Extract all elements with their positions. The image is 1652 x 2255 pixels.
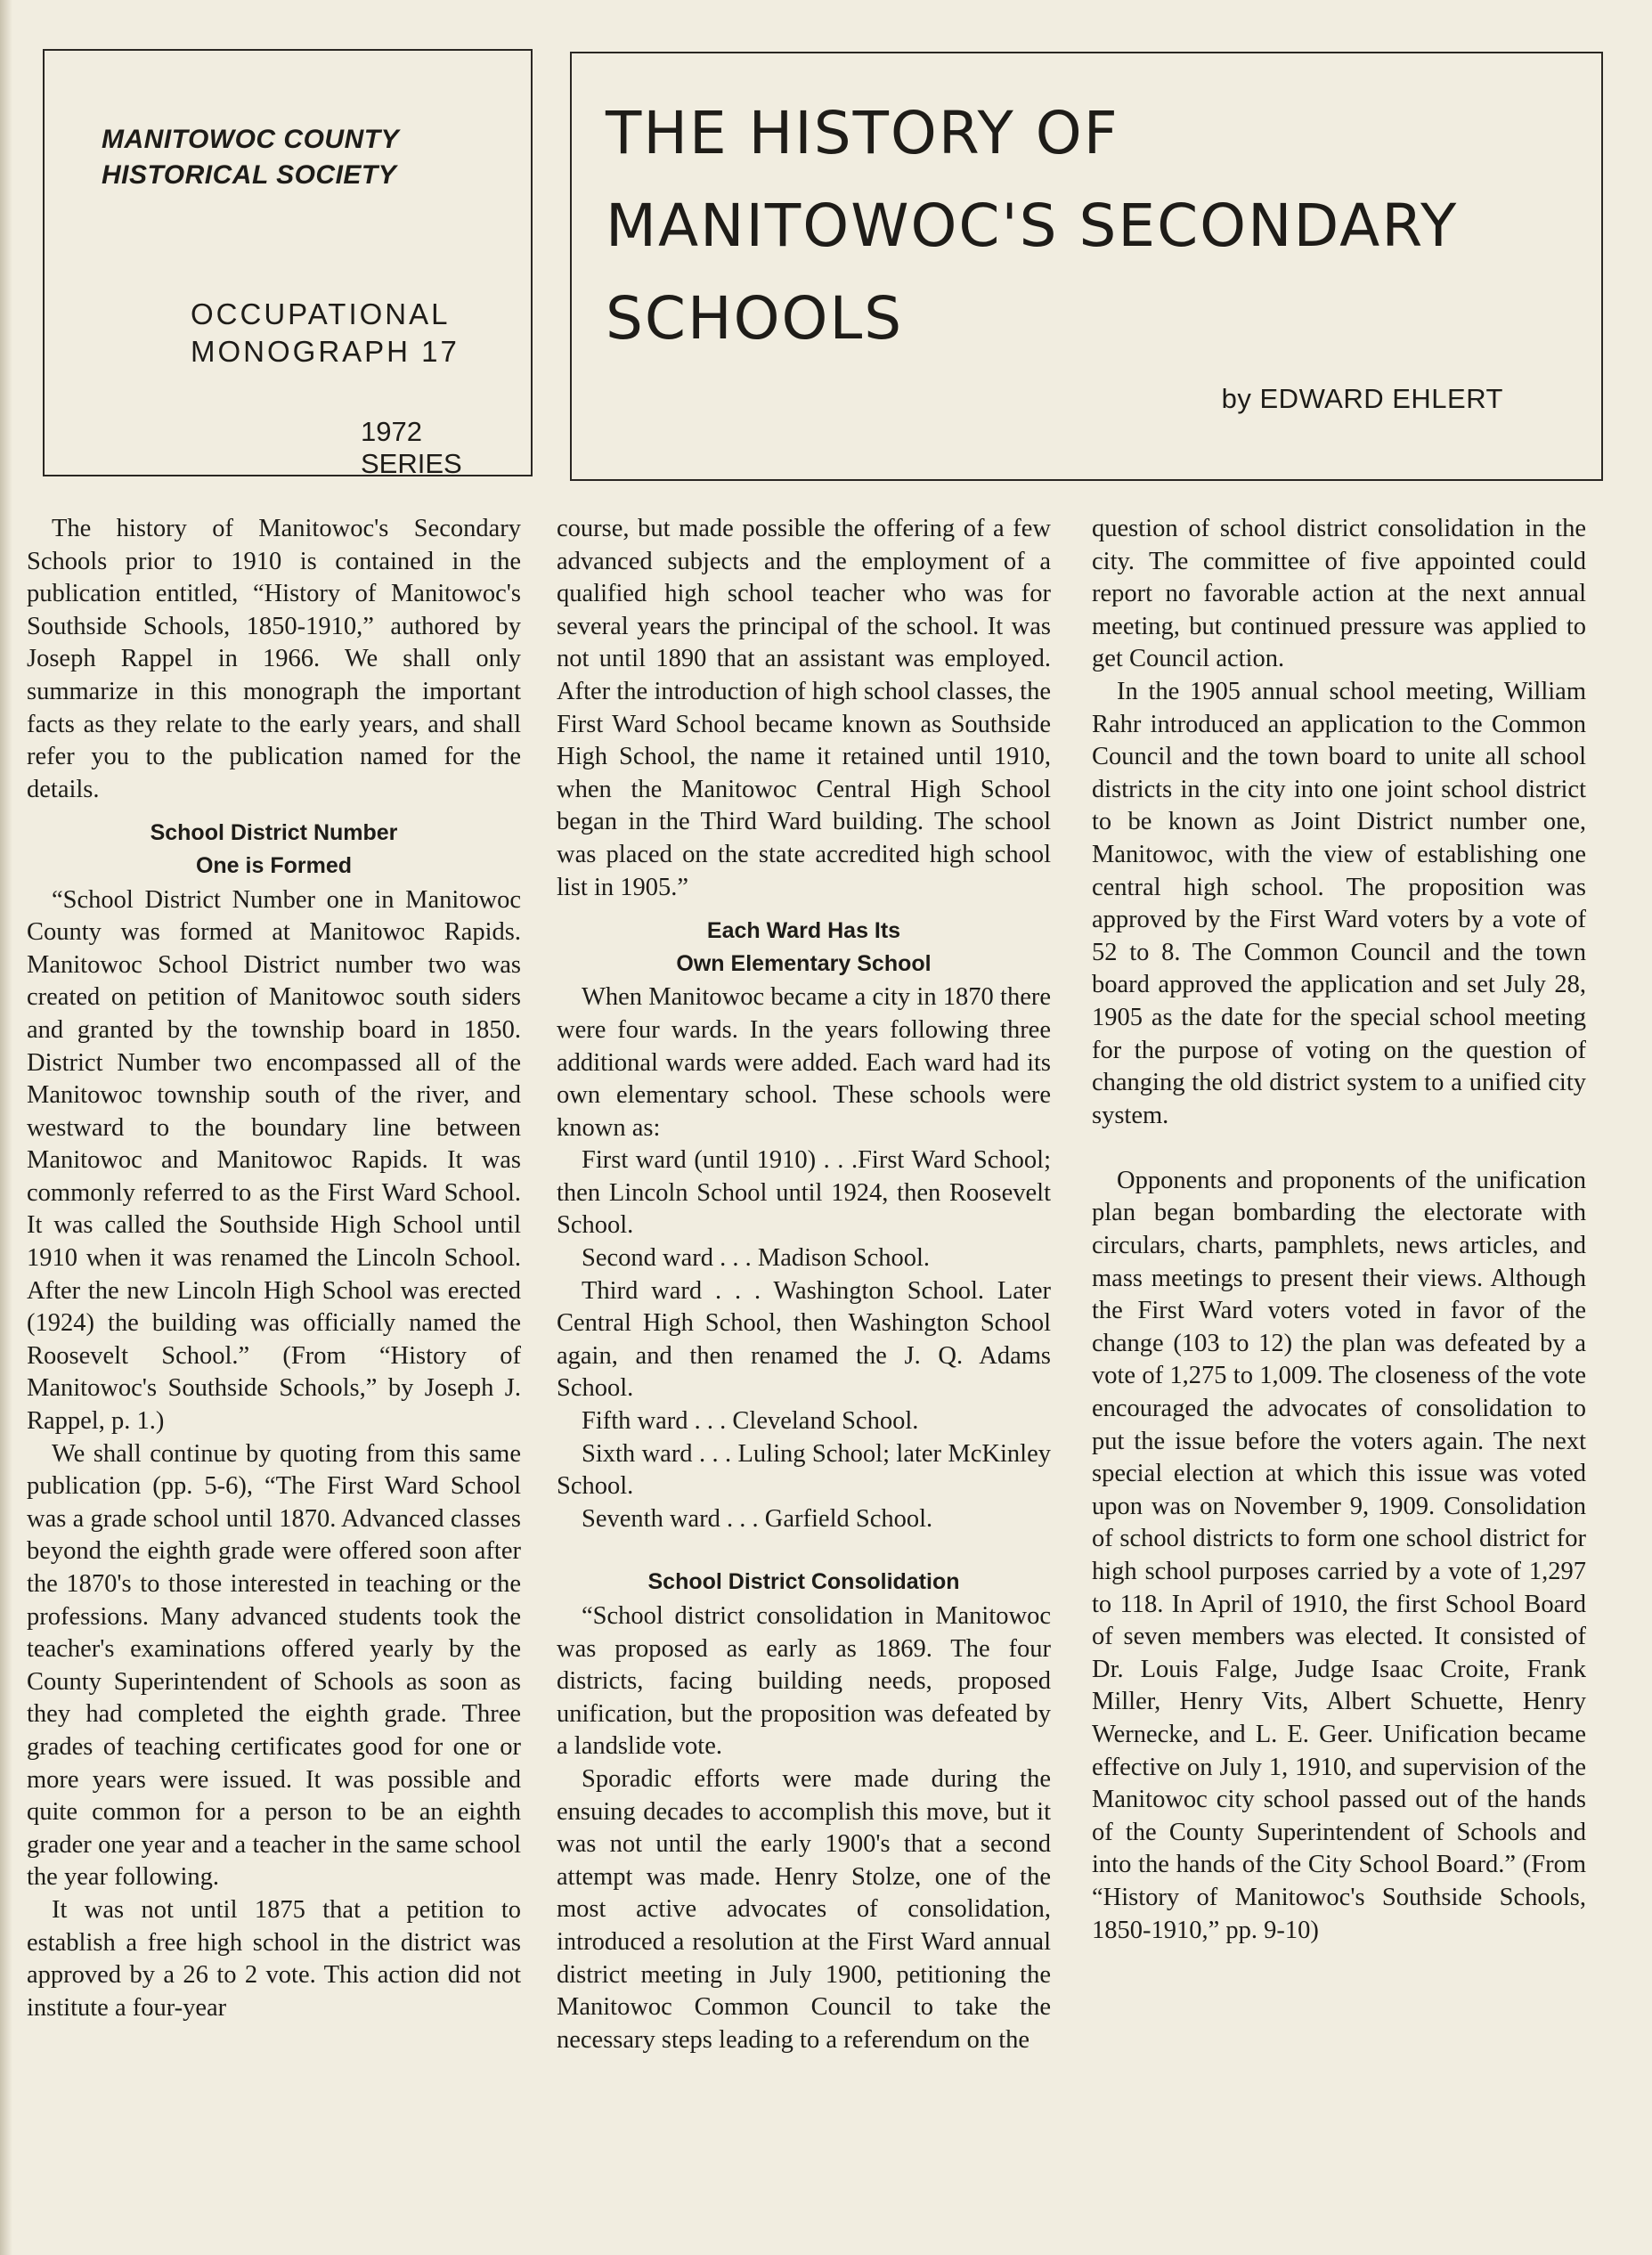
title-line1: THE HISTORY OF xyxy=(606,99,1119,167)
page-binding-edge xyxy=(0,0,12,2255)
paragraph: The history of Manitowoc's Secondary Schools prior to 1910 is contained in the publication entitled, “History of Manitowoc's Southside Schools, 1850-1910,” authored by Joseph Rappel in 1966. We shall only summarize in this monograph the important facts as they relate to the early years, and shall refer you to the publication named for the details. xyxy=(27,515,521,803)
title-line2: MANITOWOC'S SECONDARY xyxy=(606,191,1459,260)
section-heading: School District Consolidation xyxy=(647,1569,960,1595)
author-byline: by EDWARD EHLERT xyxy=(1221,383,1503,414)
title-box xyxy=(570,52,1603,481)
section-heading-line1: School District Number xyxy=(150,820,398,846)
society-name-line1: MANITOWOC COUNTY xyxy=(102,125,400,154)
title-line3: SCHOOLS xyxy=(606,284,904,353)
section-heading-line1: Each Ward Has Its xyxy=(706,918,901,944)
paragraph: When Manitowoc became a city in 1870 there were four wards. In the years following three additional wards were added. Each ward had its own elementary school. These schools were known as: xyxy=(557,983,1051,1142)
paragraph: “School District Number one in Manitowoc County was formed at Manitowoc Rapids. Manitowoc School District number two was created on petition of Manitowoc south siders and granted by the township board in 1850. District Number two encompassed all of the Manitowoc township south of the river, and westward to the boundary line between Manitowoc and Manitowoc Rapids. It was commonly referred to as the First Ward School. It was called the Southside High School until 1910 when it was renamed the Lincoln School. After the new Lincoln High School was erected (1924) the building was officially named the Roosevelt School.” (From “History of Manitowoc's Southside Schools,” by Joseph J. Rappel, p. 1.) xyxy=(27,885,521,1436)
paragraph: Opponents and proponents of the unification plan began bombarding the electorate with circulars, charts, pamphlets, news articles, and mass meetings to present their views. Although the First Ward voters voted in favor of the change (103 to 12) the plan was defeated by a vote of 1,275 to 1,009. The closeness of the vote encouraged the advocates of consolidation to put the issue before the voters again. The next special election at which this issue was voted upon was on November 9, 1909. Consolidation of school districts to form one school district for high school purposes carried by a vote of 1,297 to 118. In April of 1910, the first School Board of seven members was elected. It consisted of Dr. Louis Falge, Judge Isaac Croite, Frank Miller, Henry Vits, Albert Schuette, Henry Wernecke, and L. E. Geer. Unification became effective on July 1, 1910, and supervision of the Manitowoc city school passed out of the hands of the County Superintendent of Schools and into the hands of the City School Board.” (From “History of Manitowoc's Southside Schools, 1850-1910,” pp. 9-10) xyxy=(1092,1166,1586,1944)
paragraph: Sporadic efforts were made during the ensuing decades to accomplish this move, but it was not until the early 1900's that a second attempt was made. Henry Stolze, one of the most active advocates of consolidation, introduced a resolution at the First Ward annual district meeting in July 1900, petitioning the Manitowoc Common Council to take the necessary steps leading to a referendum on the xyxy=(557,1764,1051,2054)
society-info-box xyxy=(43,49,533,479)
ward-list-item: Fifth ward . . . Cleveland School. xyxy=(582,1407,919,1436)
text-column-3 xyxy=(1092,513,1586,1947)
ward-list-item: Third ward . . . Washington School. Later Central High School, then Washington School again, and then renamed the J. Q. Adams School. xyxy=(557,1276,1051,1403)
section-heading-line2: One is Formed xyxy=(195,852,353,878)
society-name xyxy=(102,122,399,193)
ward-list-item: Second ward . . . Madison School. xyxy=(582,1244,931,1273)
monograph-line1: OCCUPATIONAL xyxy=(191,297,451,330)
paragraph-gap xyxy=(1092,1132,1586,1165)
ward-list-item: Sixth ward . . . Luling School; later McKinley School. xyxy=(557,1439,1051,1501)
section-heading xyxy=(557,915,1051,980)
ward-list-item: Seventh ward . . . Garfield School. xyxy=(582,1504,933,1533)
paragraph: It was not until 1875 that a petition to establish a free high school in the district was approved by a 26 to 2 vote. This action did not institute a four-year xyxy=(27,1895,521,2022)
text-column-2 xyxy=(557,513,1051,2056)
ward-list-item: First ward (until 1910) . . .First Ward School; then Lincoln School until 1924, then Roosevelt School. xyxy=(557,1146,1051,1240)
article-title xyxy=(606,87,1585,365)
monograph-label xyxy=(191,296,460,370)
section-heading xyxy=(27,817,521,882)
paragraph: We shall continue by quoting from this same publication (pp. 5-6), “The First Ward School was a grade school until 1870. Advanced classes beyond the eighth grade were offered soon after the 1870's to those interested in teaching or the professions. Many advanced students took the teacher's examinations offered yearly by the County Superintendent of Schools as soon as they had completed the eighth grade. Three grades of teaching certificates good for one or more years were issued. It was possible and quite common for a person to be an eighth grader one year and a teacher in the same school the year following. xyxy=(27,1439,521,1892)
paragraph: In the 1905 annual school meeting, William Rahr introduced an application to the Common Council and the town board to unite all school districts in the city into one joint school district to be known as Joint District number one, Manitowoc, with the view of establishing one central high school. The proposition was approved by the First Ward voters by a vote of 52 to 8. The Common Council and the town board approved the application and set July 28, 1905 as the date for the special school meeting for the purpose of voting on the question of changing the old district system to a unified city system. xyxy=(1092,677,1586,1129)
monograph-line2: MONOGRAPH 17 xyxy=(191,335,460,368)
series-label: 1972 SERIES xyxy=(361,416,462,479)
paragraph: question of school district consolidation in the city. The committee of five appointed could report no favorable action at the next annual meeting, but continued pressure was applied to get Council action. xyxy=(1092,515,1586,673)
paragraph: course, but made possible the offering of a few advanced subjects and the employment of a qualified high school teacher who was for several years the principal of the school. It was not until 1890 that an assistant was employed. After the introduction of high school classes, the First Ward School became known as Southside High School, the name it retained until 1910, when the Manitowoc Central High School began in the Third Ward building. The school was placed on the state accredited high school list in 1905.” xyxy=(557,515,1051,901)
text-column-1 xyxy=(27,513,521,2024)
society-name-line2: HISTORICAL SOCIETY xyxy=(102,160,397,190)
paragraph: “School district consolidation in Manitowoc was proposed as early as 1869. The four districts, facing building needs, proposed unification, but the proposition was defeated by a landslide vote. xyxy=(557,1602,1051,1761)
section-heading-line2: Own Elementary School xyxy=(676,950,932,976)
